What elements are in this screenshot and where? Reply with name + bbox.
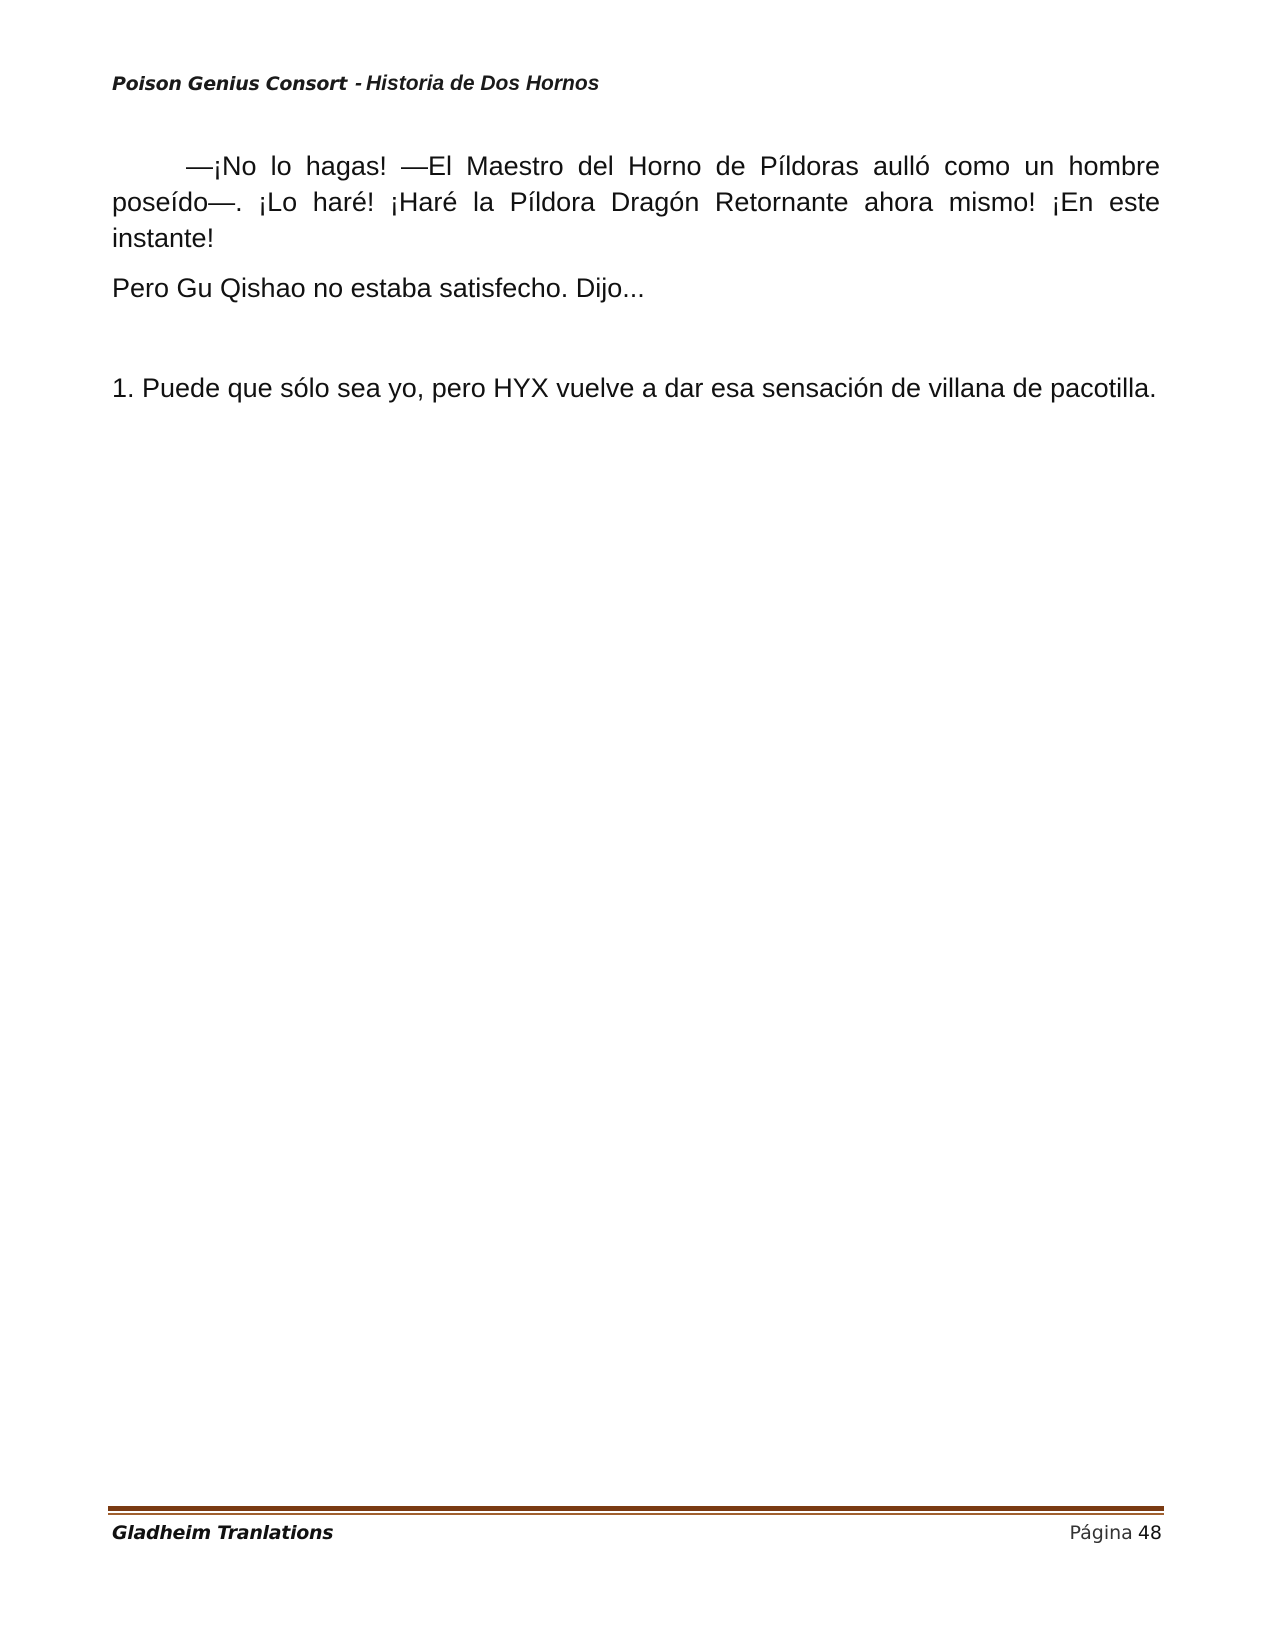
header-series-title: Poison Genius Consort [112, 73, 348, 95]
footer-rule-thin [108, 1513, 1164, 1515]
translator-footnote: 1. Puede que sólo sea yo, pero HYX vuelve a dar esa sensación de villana de pacotilla. [112, 373, 1157, 403]
footer-page-indicator [1070, 1522, 1162, 1544]
page-number: 48 [1137, 1522, 1162, 1544]
paragraph-dialogue: —¡No lo hagas! —El Maestro del Horno de Píldoras aulló como un hombre poseído—. ¡Lo haré! ¡Haré la Píldora Dragón Retornante ahora mismo! ¡En este instante! [112, 151, 1160, 253]
header-separator: - [355, 72, 363, 95]
page-header [112, 72, 1162, 96]
footer-rule-thick [108, 1506, 1164, 1511]
body-text [112, 148, 1160, 406]
paragraph-narration: Pero Gu Qishao no estaba satisfecho. Dijo... [112, 273, 645, 303]
header-chapter-title: Historia de Dos Hornos [366, 72, 600, 95]
page-label: Página [1069, 1522, 1133, 1544]
footer-translator: Gladheim Tranlations [112, 1522, 334, 1544]
